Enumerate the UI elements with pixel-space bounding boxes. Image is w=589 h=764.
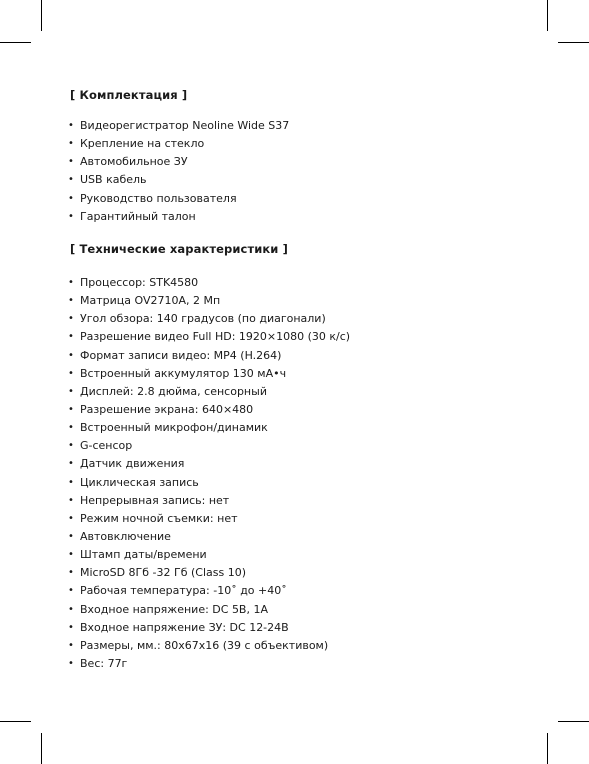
specs-list	[68, 274, 350, 673]
bullet-icon: •	[68, 530, 74, 542]
bullet-icon: •	[68, 603, 74, 615]
list-item-text: Матрица OV2710A, 2 Мп	[80, 294, 221, 308]
list-item-text: Режим ночной съемки: нет	[80, 511, 238, 525]
bullet-icon: •	[68, 403, 74, 415]
list-item	[68, 474, 350, 492]
list-item-text: Гарантийный талон	[80, 209, 196, 223]
bullet-icon: •	[68, 331, 74, 343]
bullet-icon: •	[68, 657, 74, 669]
list-item	[68, 208, 289, 226]
list-item-text: Непрерывная запись: нет	[80, 493, 230, 507]
list-item	[68, 274, 350, 292]
list-item-text: Автомобильное ЗУ	[80, 155, 188, 169]
bullet-icon: •	[68, 277, 74, 288]
bullet-icon: •	[68, 156, 74, 168]
bullet-icon: •	[68, 458, 74, 470]
list-item-text: USB кабель	[80, 173, 147, 187]
section-title: Комплектация	[79, 88, 178, 102]
bracket-open: [	[70, 88, 76, 102]
crop-mark	[0, 721, 31, 722]
list-item	[68, 365, 350, 383]
list-item	[68, 171, 289, 189]
bullet-icon: •	[68, 385, 74, 397]
list-item	[68, 492, 350, 510]
list-item-text: Циклическая запись	[80, 475, 199, 489]
bullet-icon: •	[68, 120, 74, 131]
bullet-icon: •	[68, 422, 74, 434]
list-item	[68, 528, 350, 546]
list-item-text: Видеорегистратор Neoline Wide S37	[80, 119, 290, 132]
list-item-text: Руководство пользователя	[80, 191, 237, 205]
list-item-text: Входное напряжение: DC 5В, 1А	[80, 602, 268, 616]
list-item-text: Угол обзора: 140 градусов (по диагонали)	[80, 312, 326, 326]
list-item	[68, 310, 350, 328]
list-item-text: Рабочая температура: -10˚ до +40˚	[80, 584, 287, 598]
bullet-icon: •	[68, 549, 74, 561]
bracket-close: ]	[282, 242, 288, 256]
bullet-icon: •	[68, 174, 74, 186]
list-item-text: Автовключение	[80, 529, 171, 543]
list-item	[68, 347, 350, 365]
bullet-icon: •	[68, 349, 74, 361]
list-item-text: Встроенный аккумулятор 130 мА•ч	[80, 366, 287, 380]
bullet-icon: •	[68, 494, 74, 506]
list-item-text: Датчик движения	[80, 457, 185, 471]
bullet-icon: •	[68, 639, 74, 651]
bullet-icon: •	[68, 192, 74, 204]
list-item	[68, 510, 350, 528]
list-item-text: Крепление на стекло	[80, 137, 205, 151]
list-item-text: Вес: 77г	[80, 656, 128, 670]
bracket-open: [	[70, 242, 76, 256]
bullet-icon: •	[68, 440, 74, 452]
list-item	[68, 655, 350, 673]
bullet-icon: •	[68, 476, 74, 488]
list-item	[68, 582, 350, 600]
bullet-icon: •	[68, 585, 74, 597]
list-item	[68, 601, 350, 619]
crop-mark	[558, 721, 589, 722]
list-item-text: Входное напряжение ЗУ: DC 12-24В	[80, 620, 289, 634]
list-item-text: Разрешение экрана: 640×480	[80, 402, 254, 416]
crop-mark	[41, 733, 42, 764]
list-item	[68, 637, 350, 655]
bullet-icon: •	[68, 512, 74, 524]
list-item	[68, 401, 350, 419]
crop-mark	[0, 42, 31, 43]
crop-mark	[547, 0, 548, 31]
section-heading-kit	[70, 88, 187, 102]
bullet-icon: •	[68, 567, 74, 579]
section-heading-specs	[70, 242, 288, 256]
list-item	[68, 455, 350, 473]
list-item-text: Встроенный микрофон/динамик	[80, 421, 268, 435]
crop-mark	[41, 0, 42, 31]
section-title: Технические характеристики	[79, 242, 279, 256]
list-item-text: Формат записи видео: MP4 (H.264)	[80, 348, 282, 362]
bullet-icon: •	[68, 313, 74, 325]
list-item	[68, 328, 350, 346]
bullet-icon: •	[68, 138, 74, 150]
crop-mark	[547, 733, 548, 764]
bracket-close: ]	[181, 88, 188, 102]
list-item-text: Размеры, мм.: 80x67x16 (39 с объективом)	[80, 638, 329, 652]
list-item	[68, 135, 289, 153]
list-item-text: Дисплей: 2.8 дюйма, сенсорный	[80, 384, 267, 398]
list-item	[68, 619, 350, 637]
list-item	[68, 153, 289, 171]
list-item	[68, 546, 350, 564]
crop-mark	[558, 42, 589, 43]
list-item-text: G-сенсор	[80, 439, 133, 453]
bullet-icon: •	[68, 210, 74, 222]
list-item-text: MicroSD 8Гб -32 Гб (Class 10)	[80, 566, 247, 580]
list-item	[68, 437, 350, 455]
list-item	[68, 190, 289, 208]
list-item	[68, 564, 350, 582]
list-item	[68, 117, 289, 135]
kit-list	[68, 117, 289, 226]
list-item	[68, 292, 350, 310]
bullet-icon: •	[68, 367, 74, 379]
bullet-icon: •	[68, 295, 74, 307]
list-item	[68, 419, 350, 437]
list-item-text: Штамп даты/времени	[80, 548, 207, 562]
bullet-icon: •	[68, 621, 74, 633]
list-item-text: Процессор: STK4580	[80, 276, 199, 289]
list-item	[68, 383, 350, 401]
list-item-text: Разрешение видео Full HD: 1920×1080 (30 к/с)	[80, 330, 351, 344]
